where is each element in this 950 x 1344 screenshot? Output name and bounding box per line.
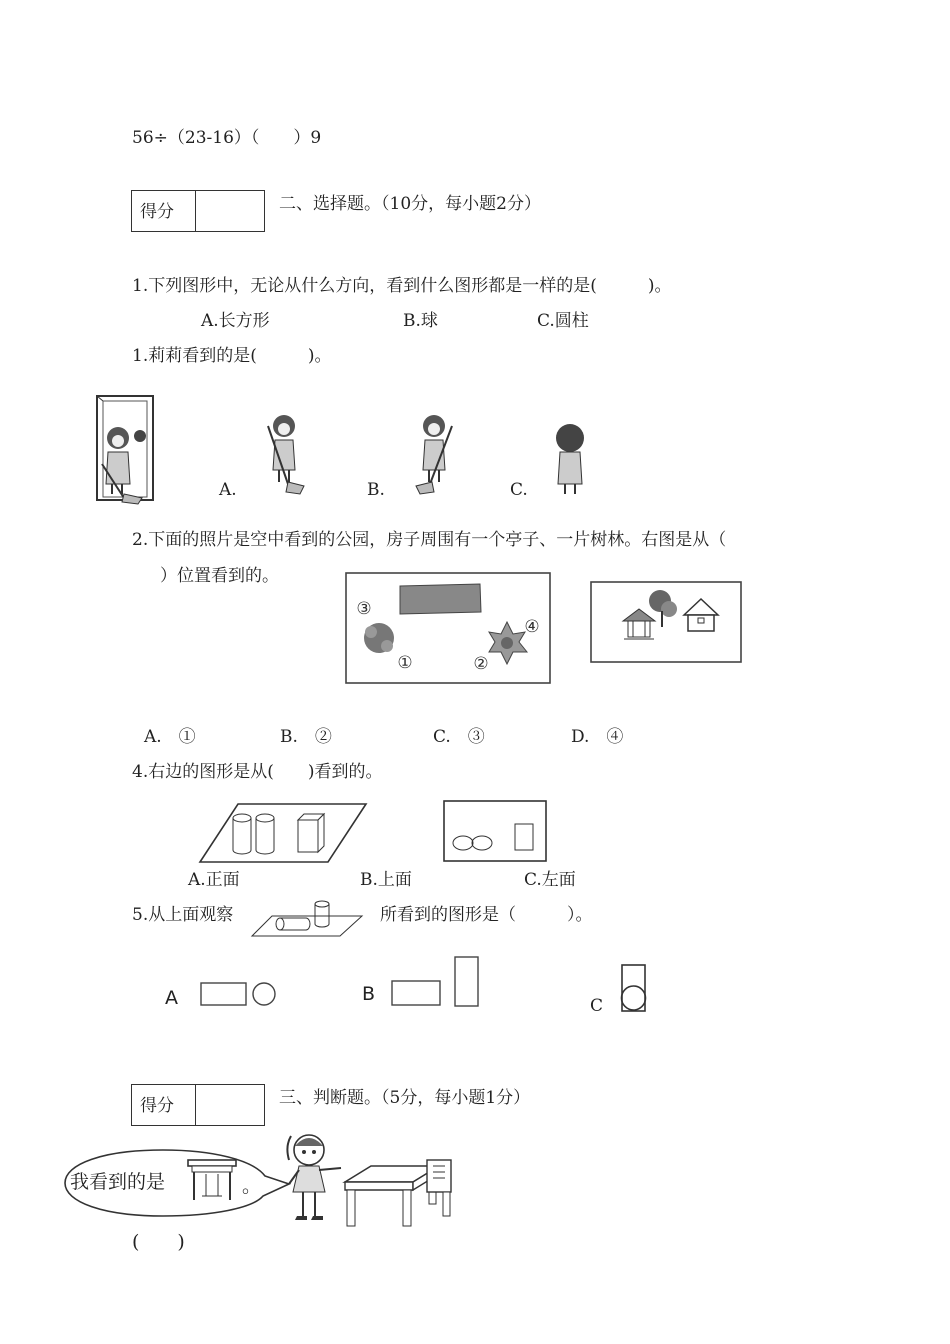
question-5-option-c: C: [590, 996, 604, 1016]
cylinders-and-cuboid-on-plane: [198, 802, 368, 866]
option-b-two-rects: [391, 956, 481, 1008]
question-1-option-b: B.球: [403, 311, 438, 331]
question-5-option-a: A: [165, 987, 178, 1009]
map-marker-1: ①: [397, 653, 413, 673]
option-a-rect-and-circle: [200, 981, 280, 1007]
question-4-stem: 4.右边的图形是从( )看到的。: [132, 762, 383, 782]
view-result-picture: [443, 800, 547, 862]
girl-front-figure: [262, 412, 312, 496]
question-4-option-c: C.左面: [524, 870, 576, 890]
question-2-stem-line2: ）位置看到的。: [160, 566, 279, 586]
park-side-view-picture: [590, 581, 742, 663]
question-1-option-c: C.圆柱: [537, 311, 589, 331]
question-5-stem-b: 所看到的图形是（ ）。: [380, 905, 593, 925]
question-5-stem-a: 5.从上面观察: [132, 905, 234, 925]
girl-at-door-illustration: [94, 394, 156, 506]
question-4-option-a: A.正面: [188, 870, 240, 890]
girl-front-mirrored-figure: [408, 412, 458, 496]
map-marker-4: ④: [524, 617, 540, 637]
question-2-option-c: C. ③: [433, 727, 485, 747]
girl-back-figure: [552, 422, 588, 496]
question-1-stem: 1.下列图形中，无论从什么方向，看到什么图形都是一样的是( )。: [132, 276, 672, 296]
question-1b-option-b: B.: [367, 480, 385, 500]
question-1-option-a: A.长方形: [201, 311, 270, 331]
bubble-text-start: 我看到的是: [70, 1171, 166, 1193]
question-1b-stem: 1.莉莉看到的是( )。: [132, 346, 332, 366]
map-marker-3: ③: [356, 599, 372, 619]
desk-and-chair-illustration: [343, 1158, 459, 1230]
score-blank[interactable]: [196, 1085, 264, 1125]
map-marker-2: ②: [473, 654, 489, 674]
bubble-text-end: 。: [242, 1175, 262, 1197]
question-2-option-b: B. ②: [280, 727, 332, 747]
score-blank[interactable]: [196, 191, 264, 231]
intro-expression: 56÷（23-16）（ ）9: [132, 128, 322, 148]
score-box: [131, 190, 265, 232]
score-label: 得分: [132, 191, 196, 231]
question-1b-option-a: A.: [219, 480, 237, 500]
question-2-stem-line1: 2.下面的照片是空中看到的公园，房子周围有一个亭子、一片树林。右图是从（: [132, 530, 727, 550]
cylinders-on-plane-illustration: [250, 898, 364, 938]
score-box-section-3: [131, 1084, 265, 1126]
desk-view-icon: [186, 1158, 238, 1202]
question-4-option-b: B.上面: [360, 870, 412, 890]
score-label: 得分: [132, 1085, 196, 1125]
answer-blank-parentheses[interactable]: ( ): [132, 1231, 185, 1253]
option-c-rect-with-circle: [620, 964, 648, 1012]
girl-pointing-figure: [283, 1130, 347, 1224]
section-3-title: 三、判断题。（5分，每小题1分）: [279, 1088, 531, 1108]
section-title: 二、选择题。（10分，每小题2分）: [279, 194, 541, 214]
question-1b-option-c: C.: [510, 480, 528, 500]
question-5-option-b: B: [362, 983, 376, 1005]
park-aerial-map: [345, 572, 551, 685]
question-2-option-d: D. ④: [571, 727, 624, 747]
question-2-option-a: A. ①: [144, 727, 196, 747]
